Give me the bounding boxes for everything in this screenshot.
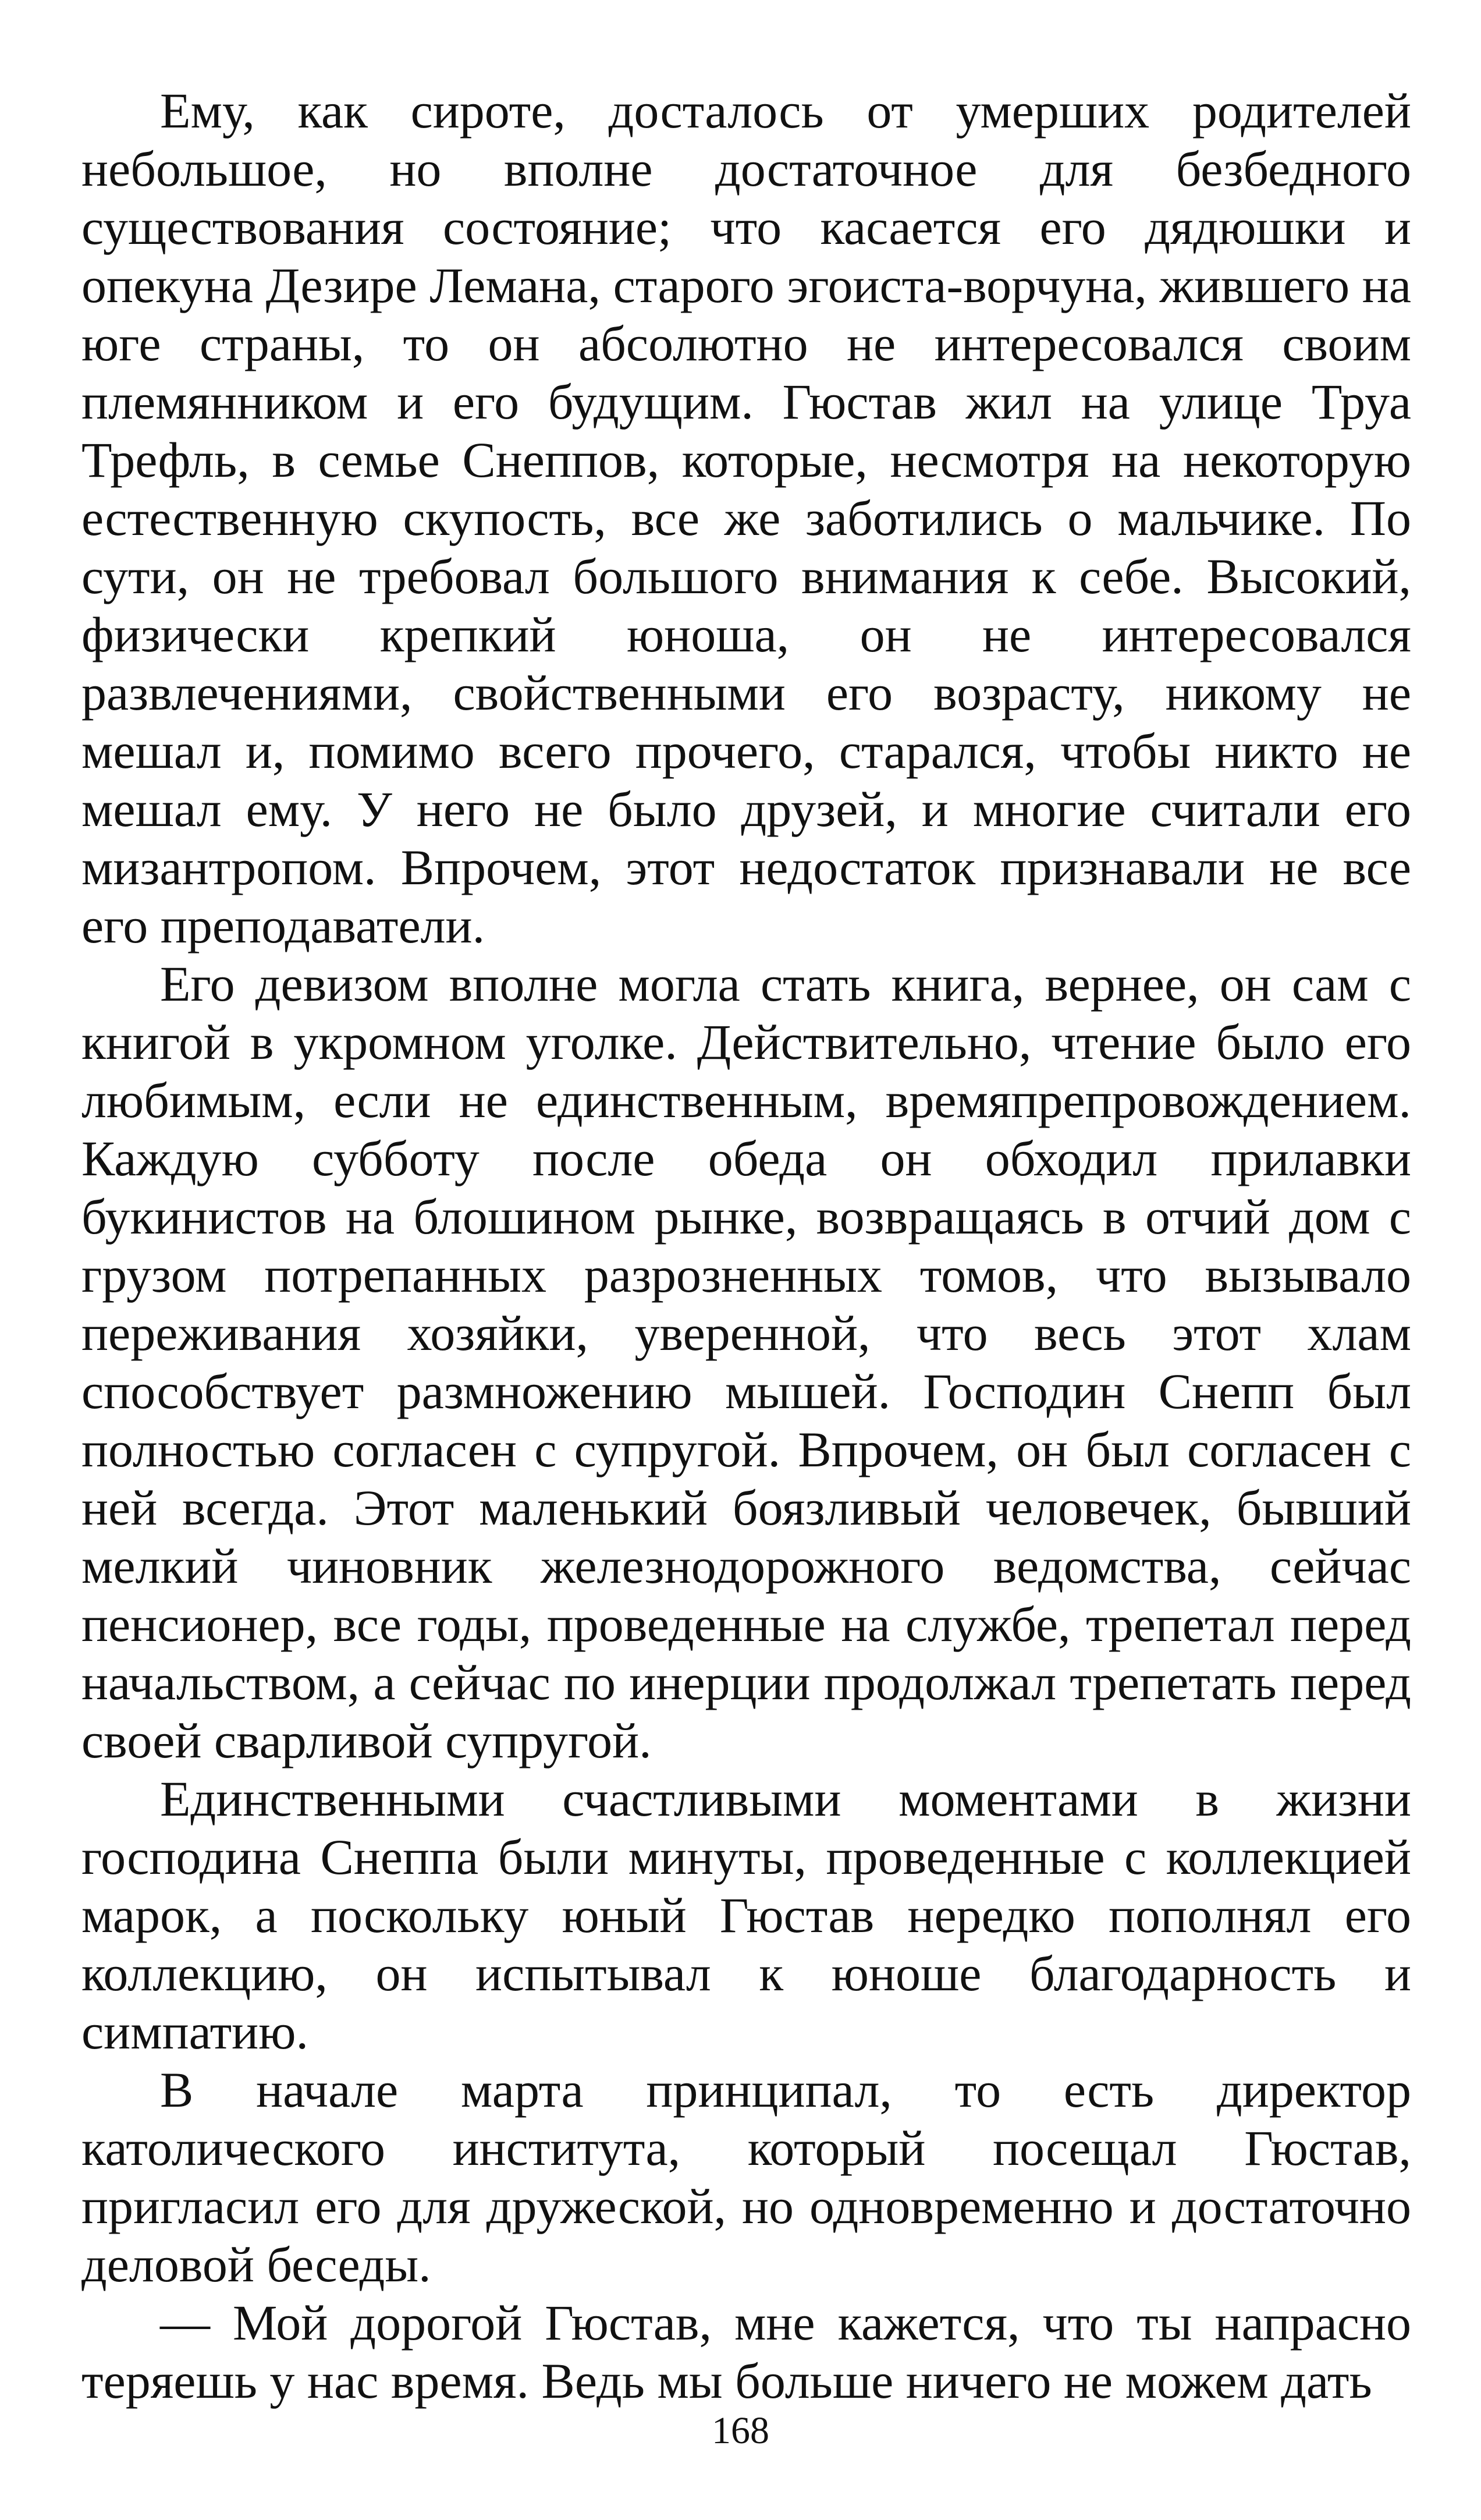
paragraph-4: В начале марта принципал, то есть директор католического института, который посещал Гюстав, пригласил его для дружеской, но одновременно и достаточно деловой беседы. xyxy=(81,2062,1411,2292)
paragraph-5: — Мой дорогой Гюстав, мне кажется, что ты напрасно теряешь у нас время. Ведь мы больше ничего не можем дать xyxy=(81,2295,1411,2409)
paragraph-3: Единственными счастливыми моментами в жизни господина Снеппа были минуты, проведенные с коллекцией марок, а поскольку юный Гюстав нередко пополнял его коллекцию, он испытывал к юноше благодарность и симпатию. xyxy=(81,1771,1411,2060)
page-text-body xyxy=(81,81,1411,2410)
paragraph-1: Ему, как сироте, досталось от умерших родителей небольшое, но вполне достаточное для безбедного существования состояние; что касается его дядюшки и опекуна Дезире Лемана, старого эгоиста-ворчуна, жившего на юге страны, то он абсолютно не интересовался своим племянником и его будущим. Гюстав жил на улице Труа Трефль, в семье Снеппов, которые, несмотря на некоторую естественную скупость, все же заботились о мальчике. По сути, он не требовал большого внимания к себе. Высокий, физически крепкий юноша, он не интересовался развлечениями, свойственными его возрасту, никому не мешал и, помимо всего прочего, старался, чтобы никто не мешал ему. У него не было друзей, и многие считали его мизантропом. Впрочем, этот недостаток признавали не все его преподаватели. xyxy=(81,83,1411,954)
page-number: 168 xyxy=(712,2409,769,2452)
paragraph-2: Его девизом вполне могла стать книга, вернее, он сам с книгой в укромном уголке. Действительно, чтение было его любимым, если не единственным, времяпрепровождением. Каждую субботу после обеда он обходил прилавки букинистов на блошином рынке, возвращаясь в отчий дом с грузом потрепанных разрозненных томов, что вызывало переживания хозяйки, уверенной, что весь этот хлам способствует размножению мышей. Господин Снепп был полностью согласен с супругой. Впрочем, он был согласен с ней всегда. Этот маленький боязливый человечек, бывший мелкий чиновник железнодорожного ведомства, сейчас пенсионер, все годы, проведенные на службе, трепетал перед начальством, а сейчас по инерции продолжал трепетать перед своей сварливой супругой. xyxy=(81,956,1411,1768)
